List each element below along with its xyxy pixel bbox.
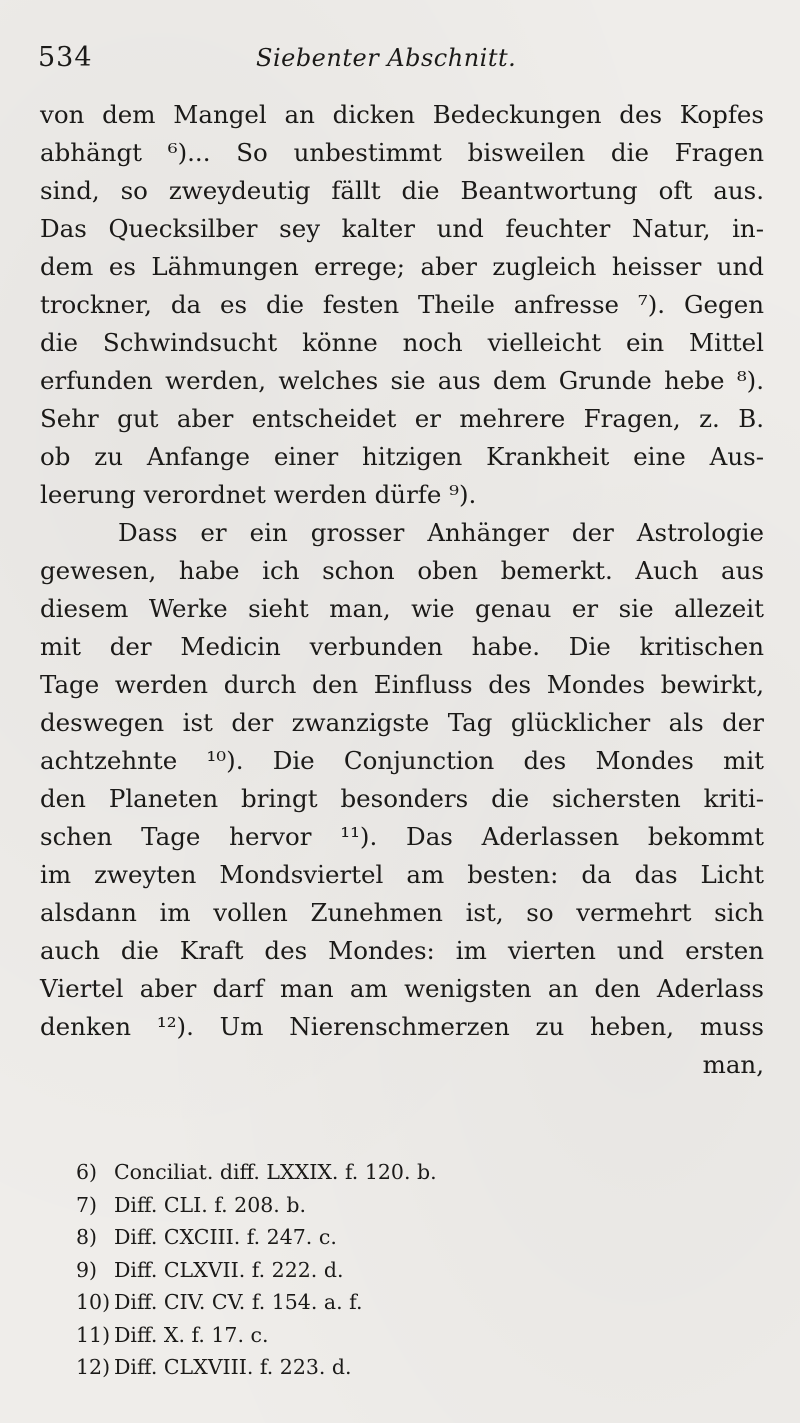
text-line: ob zu Anfange einer hitzigen Krankheit eine Aus- xyxy=(40,442,764,471)
footnote-text: Diff. CLXVII. f. 222. d. xyxy=(114,1257,344,1282)
text-line: trockner, da es die festen Theile anfresse ⁷). Gegen xyxy=(40,290,764,319)
footnote xyxy=(76,1189,576,1222)
footnote-number: 7) xyxy=(76,1192,98,1217)
text-line: Das Quecksilber sey kalter und feuchter Natur, in- xyxy=(40,214,764,243)
running-head: Siebenter Abschnitt. xyxy=(256,44,517,72)
footnote-number: 6) xyxy=(76,1160,98,1184)
text-line: denken ¹²). Um Nierenschmerzen zu heben, muss xyxy=(40,1012,764,1041)
text-line: alsdann im vollen Zunehmen ist, so vermehrt sich xyxy=(40,898,764,927)
text-line: die Schwindsucht könne noch vielleicht ein Mittel xyxy=(40,328,764,357)
text-line: erfunden werden, welches sie aus dem Grunde hebe ⁸). xyxy=(40,366,764,395)
footnotes xyxy=(76,1156,576,1384)
page-number: 534 xyxy=(38,42,93,73)
text-line: sind, so zweydeutig fällt die Beantwortung oft aus. xyxy=(40,176,764,205)
footnote-text: Diff. CLXVIII. f. 223. d. xyxy=(114,1355,352,1379)
body-text xyxy=(40,96,764,1084)
text-line: von dem Mangel an dicken Bedeckungen des Kopfes xyxy=(40,100,764,129)
text-line: leerung verordnet werden dürfe ⁹). xyxy=(40,480,477,509)
footnote xyxy=(76,1221,576,1254)
footnote-text: Conciliat. diff. LXXIX. f. 120. b. xyxy=(114,1160,437,1184)
text-line: Dass er ein grosser Anhänger der Astrologie xyxy=(118,518,764,547)
text-line: den Planeten bringt besonders die sichersten kriti- xyxy=(40,784,764,813)
footnote-number: 8) xyxy=(76,1225,98,1249)
text-line: Viertel aber darf man am wenigsten an den Aderlass xyxy=(40,974,764,1003)
text-line: Sehr gut aber entscheidet er mehrere Fragen, z. B. xyxy=(40,404,764,433)
footnote-text: Diff. X. f. 17. c. xyxy=(114,1322,269,1347)
catchword: man, xyxy=(702,1050,764,1079)
footnote-number: 11) xyxy=(76,1322,111,1347)
text-line: Tage werden durch den Einfluss des Mondes bewirkt, xyxy=(40,670,764,699)
text-line: deswegen ist der zwanzigste Tag glücklicher als der xyxy=(40,708,764,737)
text-line: diesem Werke sieht man, wie genau er sie allezeit xyxy=(40,594,764,623)
text-line: schen Tage hervor ¹¹). Das Aderlassen bekommt xyxy=(40,822,764,851)
text-line: mit der Medicin verbunden habe. Die kritischen xyxy=(40,632,764,661)
footnote xyxy=(76,1319,576,1352)
text-line: auch die Kraft des Mondes: im vierten und ersten xyxy=(40,936,764,965)
footnote-number: 12) xyxy=(76,1355,111,1379)
footnote-text: Diff. CLI. f. 208. b. xyxy=(114,1192,306,1217)
footnote xyxy=(76,1286,576,1319)
footnote-text: Diff. CIV. CV. f. 154. a. f. xyxy=(114,1290,363,1314)
text-line: achtzehnte ¹⁰). Die Conjunction des Mondes mit xyxy=(40,746,764,775)
footnote-number: 9) xyxy=(76,1257,98,1282)
text-line: abhängt ⁶)... So unbestimmt bisweilen die Fragen xyxy=(40,138,764,167)
text-line: im zweyten Mondsviertel am besten: da das Licht xyxy=(40,860,764,889)
footnote-text: Diff. CXCIII. f. 247. c. xyxy=(114,1225,337,1249)
page-header xyxy=(38,40,768,90)
text-line: gewesen, habe ich schon oben bemerkt. Auch aus xyxy=(40,556,764,585)
footnote xyxy=(76,1156,576,1189)
footnote xyxy=(76,1254,576,1287)
footnote xyxy=(76,1351,576,1384)
text-line: dem es Lähmungen errege; aber zugleich heisser und xyxy=(40,252,764,281)
footnote-number: 10) xyxy=(76,1290,111,1314)
